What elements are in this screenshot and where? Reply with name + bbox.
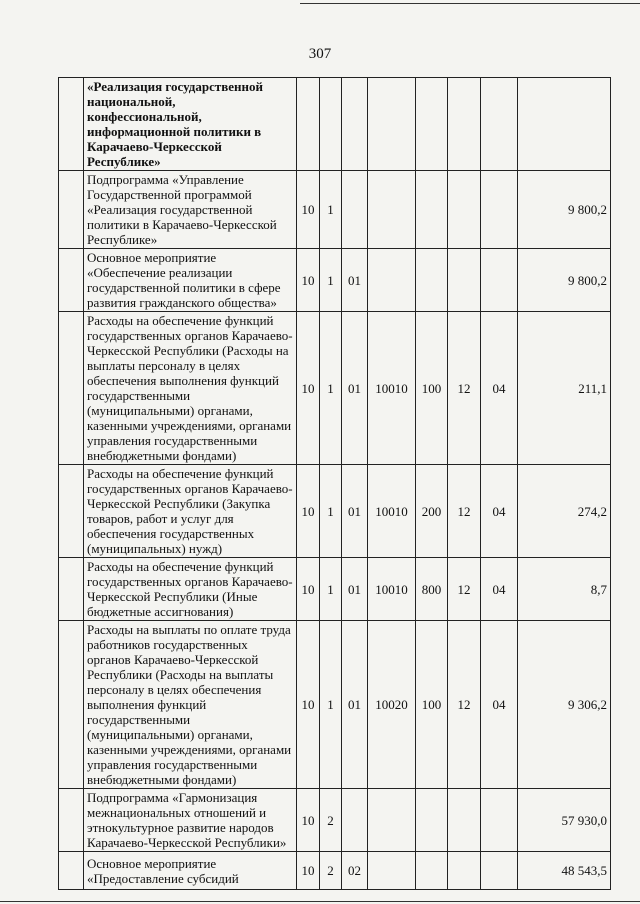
row-name-cell: «Реализация государственной национальной, конфессиональной, информационной политики в Карачаево-Черкесской Республике» xyxy=(84,78,297,171)
amount-cell: 9 306,2 xyxy=(518,621,611,789)
direction-code-cell: 10010 xyxy=(368,312,416,465)
om-code-cell: 01 xyxy=(342,249,368,312)
amount-cell: 9 800,2 xyxy=(518,249,611,312)
direction-code-cell: 10010 xyxy=(368,558,416,621)
section-cell xyxy=(448,78,481,171)
pp-code-cell: 1 xyxy=(320,465,342,558)
subsection-cell: 04 xyxy=(481,465,518,558)
row-number-cell xyxy=(59,621,84,789)
pp-code-cell: 2 xyxy=(320,789,342,852)
subsection-cell xyxy=(481,171,518,249)
expense-type-cell xyxy=(416,789,448,852)
row-name-cell: Расходы на обеспечение функций государственных органов Карачаево-Черкесской Республики (Расходы на выплаты персоналу в целях обеспечения выполнения функций государственными (муниципальными) органами, казенными учреждениями, органами управления государственными внебюджетными фондами) xyxy=(84,312,297,465)
direction-code-cell: 10010 xyxy=(368,465,416,558)
table-row xyxy=(59,852,611,890)
section-cell xyxy=(448,789,481,852)
expense-type-cell xyxy=(416,78,448,171)
table-row xyxy=(59,621,611,789)
amount-cell: 48 543,5 xyxy=(518,852,611,890)
table-row xyxy=(59,171,611,249)
table-row xyxy=(59,465,611,558)
section-cell xyxy=(448,249,481,312)
pp-code-cell: 2 xyxy=(320,852,342,890)
table-row xyxy=(59,558,611,621)
table-row xyxy=(59,78,611,171)
subsection-cell xyxy=(481,249,518,312)
direction-code-cell xyxy=(368,171,416,249)
row-number-cell xyxy=(59,249,84,312)
amount-cell: 57 930,0 xyxy=(518,789,611,852)
amount-cell: 8,7 xyxy=(518,558,611,621)
row-name-cell: Расходы на выплаты по оплате труда работников государственных органов Карачаево-Черкесской Республики (Расходы на выплаты персоналу в целях обеспечения выполнения функций государственными (муниципальными) органами, казенными учреждениями, органами управления государственными внебюджетными фондами) xyxy=(84,621,297,789)
gp-code-cell: 10 xyxy=(297,621,320,789)
om-code-cell: 01 xyxy=(342,558,368,621)
row-name-cell: Основное мероприятие «Обеспечение реализации государственной политики в сфере развития гражданского общества» xyxy=(84,249,297,312)
direction-code-cell xyxy=(368,852,416,890)
subsection-cell: 04 xyxy=(481,312,518,465)
om-code-cell xyxy=(342,171,368,249)
om-code-cell: 01 xyxy=(342,465,368,558)
table-row xyxy=(59,789,611,852)
expense-type-cell xyxy=(416,249,448,312)
gp-code-cell: 10 xyxy=(297,465,320,558)
direction-code-cell xyxy=(368,789,416,852)
row-number-cell xyxy=(59,171,84,249)
gp-code-cell: 10 xyxy=(297,789,320,852)
section-cell xyxy=(448,171,481,249)
om-code-cell: 01 xyxy=(342,621,368,789)
pp-code-cell: 1 xyxy=(320,621,342,789)
pp-code-cell: 1 xyxy=(320,171,342,249)
section-cell: 12 xyxy=(448,312,481,465)
amount-cell xyxy=(518,78,611,171)
om-code-cell: 02 xyxy=(342,852,368,890)
section-cell: 12 xyxy=(448,558,481,621)
direction-code-cell xyxy=(368,249,416,312)
row-name-cell: Основное мероприятие «Предоставление субсидий xyxy=(84,852,297,890)
row-number-cell xyxy=(59,312,84,465)
om-code-cell: 01 xyxy=(342,312,368,465)
expense-type-cell: 100 xyxy=(416,312,448,465)
scan-artifact-top-line xyxy=(300,3,640,4)
subsection-cell: 04 xyxy=(481,621,518,789)
row-name-cell: Подпрограмма «Гармонизация межнациональных отношений и этнокультурное развитие народов Карачаево-Черкесской Республики» xyxy=(84,789,297,852)
expense-type-cell xyxy=(416,852,448,890)
expense-type-cell: 800 xyxy=(416,558,448,621)
amount-cell: 211,1 xyxy=(518,312,611,465)
gp-code-cell: 10 xyxy=(297,171,320,249)
page-number: 307 xyxy=(308,46,332,62)
pp-code-cell xyxy=(320,78,342,171)
subsection-cell xyxy=(481,789,518,852)
subsection-cell xyxy=(481,852,518,890)
pp-code-cell: 1 xyxy=(320,312,342,465)
pp-code-cell: 1 xyxy=(320,558,342,621)
om-code-cell xyxy=(342,789,368,852)
direction-code-cell xyxy=(368,78,416,171)
row-number-cell xyxy=(59,558,84,621)
table-row xyxy=(59,249,611,312)
expense-type-cell: 200 xyxy=(416,465,448,558)
gp-code-cell: 10 xyxy=(297,312,320,465)
pp-code-cell: 1 xyxy=(320,249,342,312)
expense-type-cell: 100 xyxy=(416,621,448,789)
row-number-cell xyxy=(59,465,84,558)
row-name-cell: Расходы на обеспечение функций государственных органов Карачаево-Черкесской Республики (Иные бюджетные ассигнования) xyxy=(84,558,297,621)
row-name-cell: Подпрограмма «Управление Государственной программой «Реализация государственной политики в Карачаево-Черкесской Республике» xyxy=(84,171,297,249)
row-name-cell: Расходы на обеспечение функций государственных органов Карачаево-Черкесской Республики (Закупка товаров, работ и услуг для обеспечения государственных (муниципальных) нужд) xyxy=(84,465,297,558)
gp-code-cell: 10 xyxy=(297,249,320,312)
amount-cell: 9 800,2 xyxy=(518,171,611,249)
gp-code-cell: 10 xyxy=(297,852,320,890)
row-number-cell xyxy=(59,78,84,171)
section-cell: 12 xyxy=(448,621,481,789)
scan-artifact-bottom-line xyxy=(0,901,640,902)
direction-code-cell: 10020 xyxy=(368,621,416,789)
amount-cell: 274,2 xyxy=(518,465,611,558)
subsection-cell xyxy=(481,78,518,171)
om-code-cell xyxy=(342,78,368,171)
table-row xyxy=(59,312,611,465)
section-cell: 12 xyxy=(448,465,481,558)
section-cell xyxy=(448,852,481,890)
row-number-cell xyxy=(59,852,84,890)
row-number-cell xyxy=(59,789,84,852)
gp-code-cell: 10 xyxy=(297,558,320,621)
gp-code-cell xyxy=(297,78,320,171)
subsection-cell: 04 xyxy=(481,558,518,621)
expense-type-cell xyxy=(416,171,448,249)
budget-table xyxy=(58,77,611,890)
